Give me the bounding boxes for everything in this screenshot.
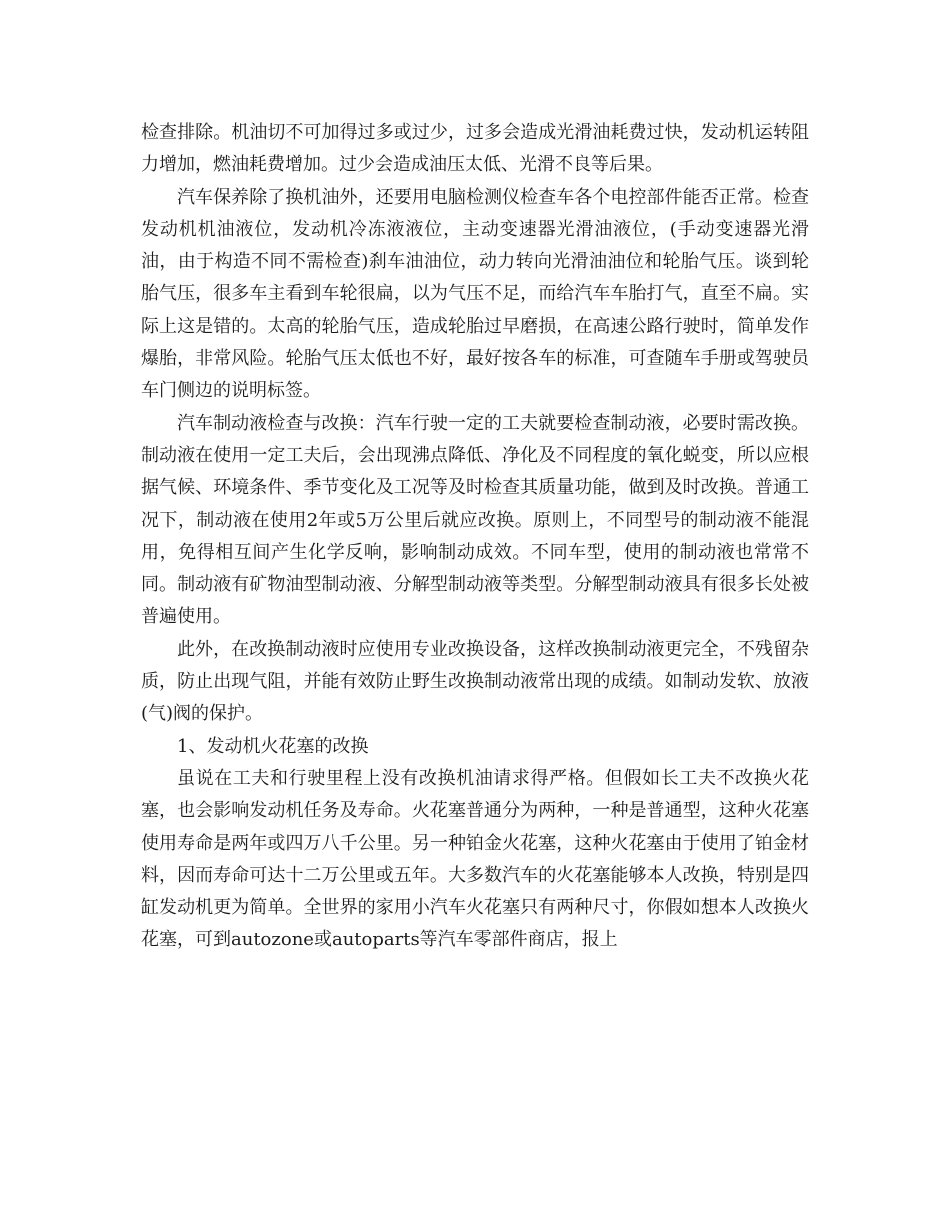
document-body — [141, 117, 809, 957]
paragraph-maintenance-check: 汽车保养除了换机油外，还要用电脑检测仪检查车各个电控部件能否正常。检查发动机机油液位，发动机冷冻液液位，主动变速器光滑油液位，(手动变速器光滑油，由于构造不同不需检查)刹车油油位，动力转向光滑油油位和轮胎气压。谈到轮胎气压，很多车主看到车轮很扁，以为气压不足，而给汽车车胎打气，直至不扁。实际上这是错的。太高的轮胎气压，造成轮胎过早磨损，在高速公路行驶时，简单发作爆胎，非常风险。轮胎气压太低也不好，最好按各车的标准，可查随车手册或驾驶员车门侧边的说明标签。 — [141, 186, 809, 402]
paragraph-spark-plug: 虽说在工夫和行驶里程上没有改换机油请求得严格。但假如长工夫不改换火花塞，也会影响发动机任务及寿命。火花塞普通分为两种，一种是普通型，这种火花塞使用寿命是两年或四万八千公里。另一种铂金火花塞，这种火花塞由于使用了铂金材料，因而寿命可达十二万公里或五年。大多数汽车的火花塞能够本人改换，特别是四缸发动机更为简单。全世界的家用小汽车火花塞只有两种尺寸，你假如想本人改换火花塞，可到autozone或autoparts等汽车零部件商店，报上 — [141, 767, 809, 951]
section-heading-spark-plug: 1、发动机火花塞的改换 — [177, 735, 369, 757]
paragraph-oil-level-end: 检查排除。机油切不可加得过多或过少，过多会造成光滑油耗费过快，发动机运转阻力增加，燃油耗费增加。过少会造成油压太低、光滑不良等后果。 — [141, 122, 809, 176]
paragraph-brake-fluid: 汽车制动液检查与改换：汽车行驶一定的工夫就要检查制动液，必要时需改换。制动液在使用一定工夫后，会出现沸点降低、净化及不同程度的氧化蜕变，所以应根据气候、环境条件、季节变化及工况等及时检查其质量功能，做到及时改换。普通工况下，制动液在使用2年或5万公里后就应改换。原则上，不同型号的制动液不能混用，免得相互间产生化学反响，影响制动成效。不同车型，使用的制动液也常常不同。制动液有矿物油型制动液、分解型制动液等类型。分解型制动液具有很多长处被普遍使用。 — [141, 412, 809, 628]
paragraph-brake-fluid-equipment: 此外，在改换制动液时应使用专业改换设备，这样改换制动液更完全，不残留杂质，防止出现气阻，并能有效防止野生改换制动液常出现的成绩。如制动发软、放液(气)阀的保护。 — [141, 638, 809, 725]
